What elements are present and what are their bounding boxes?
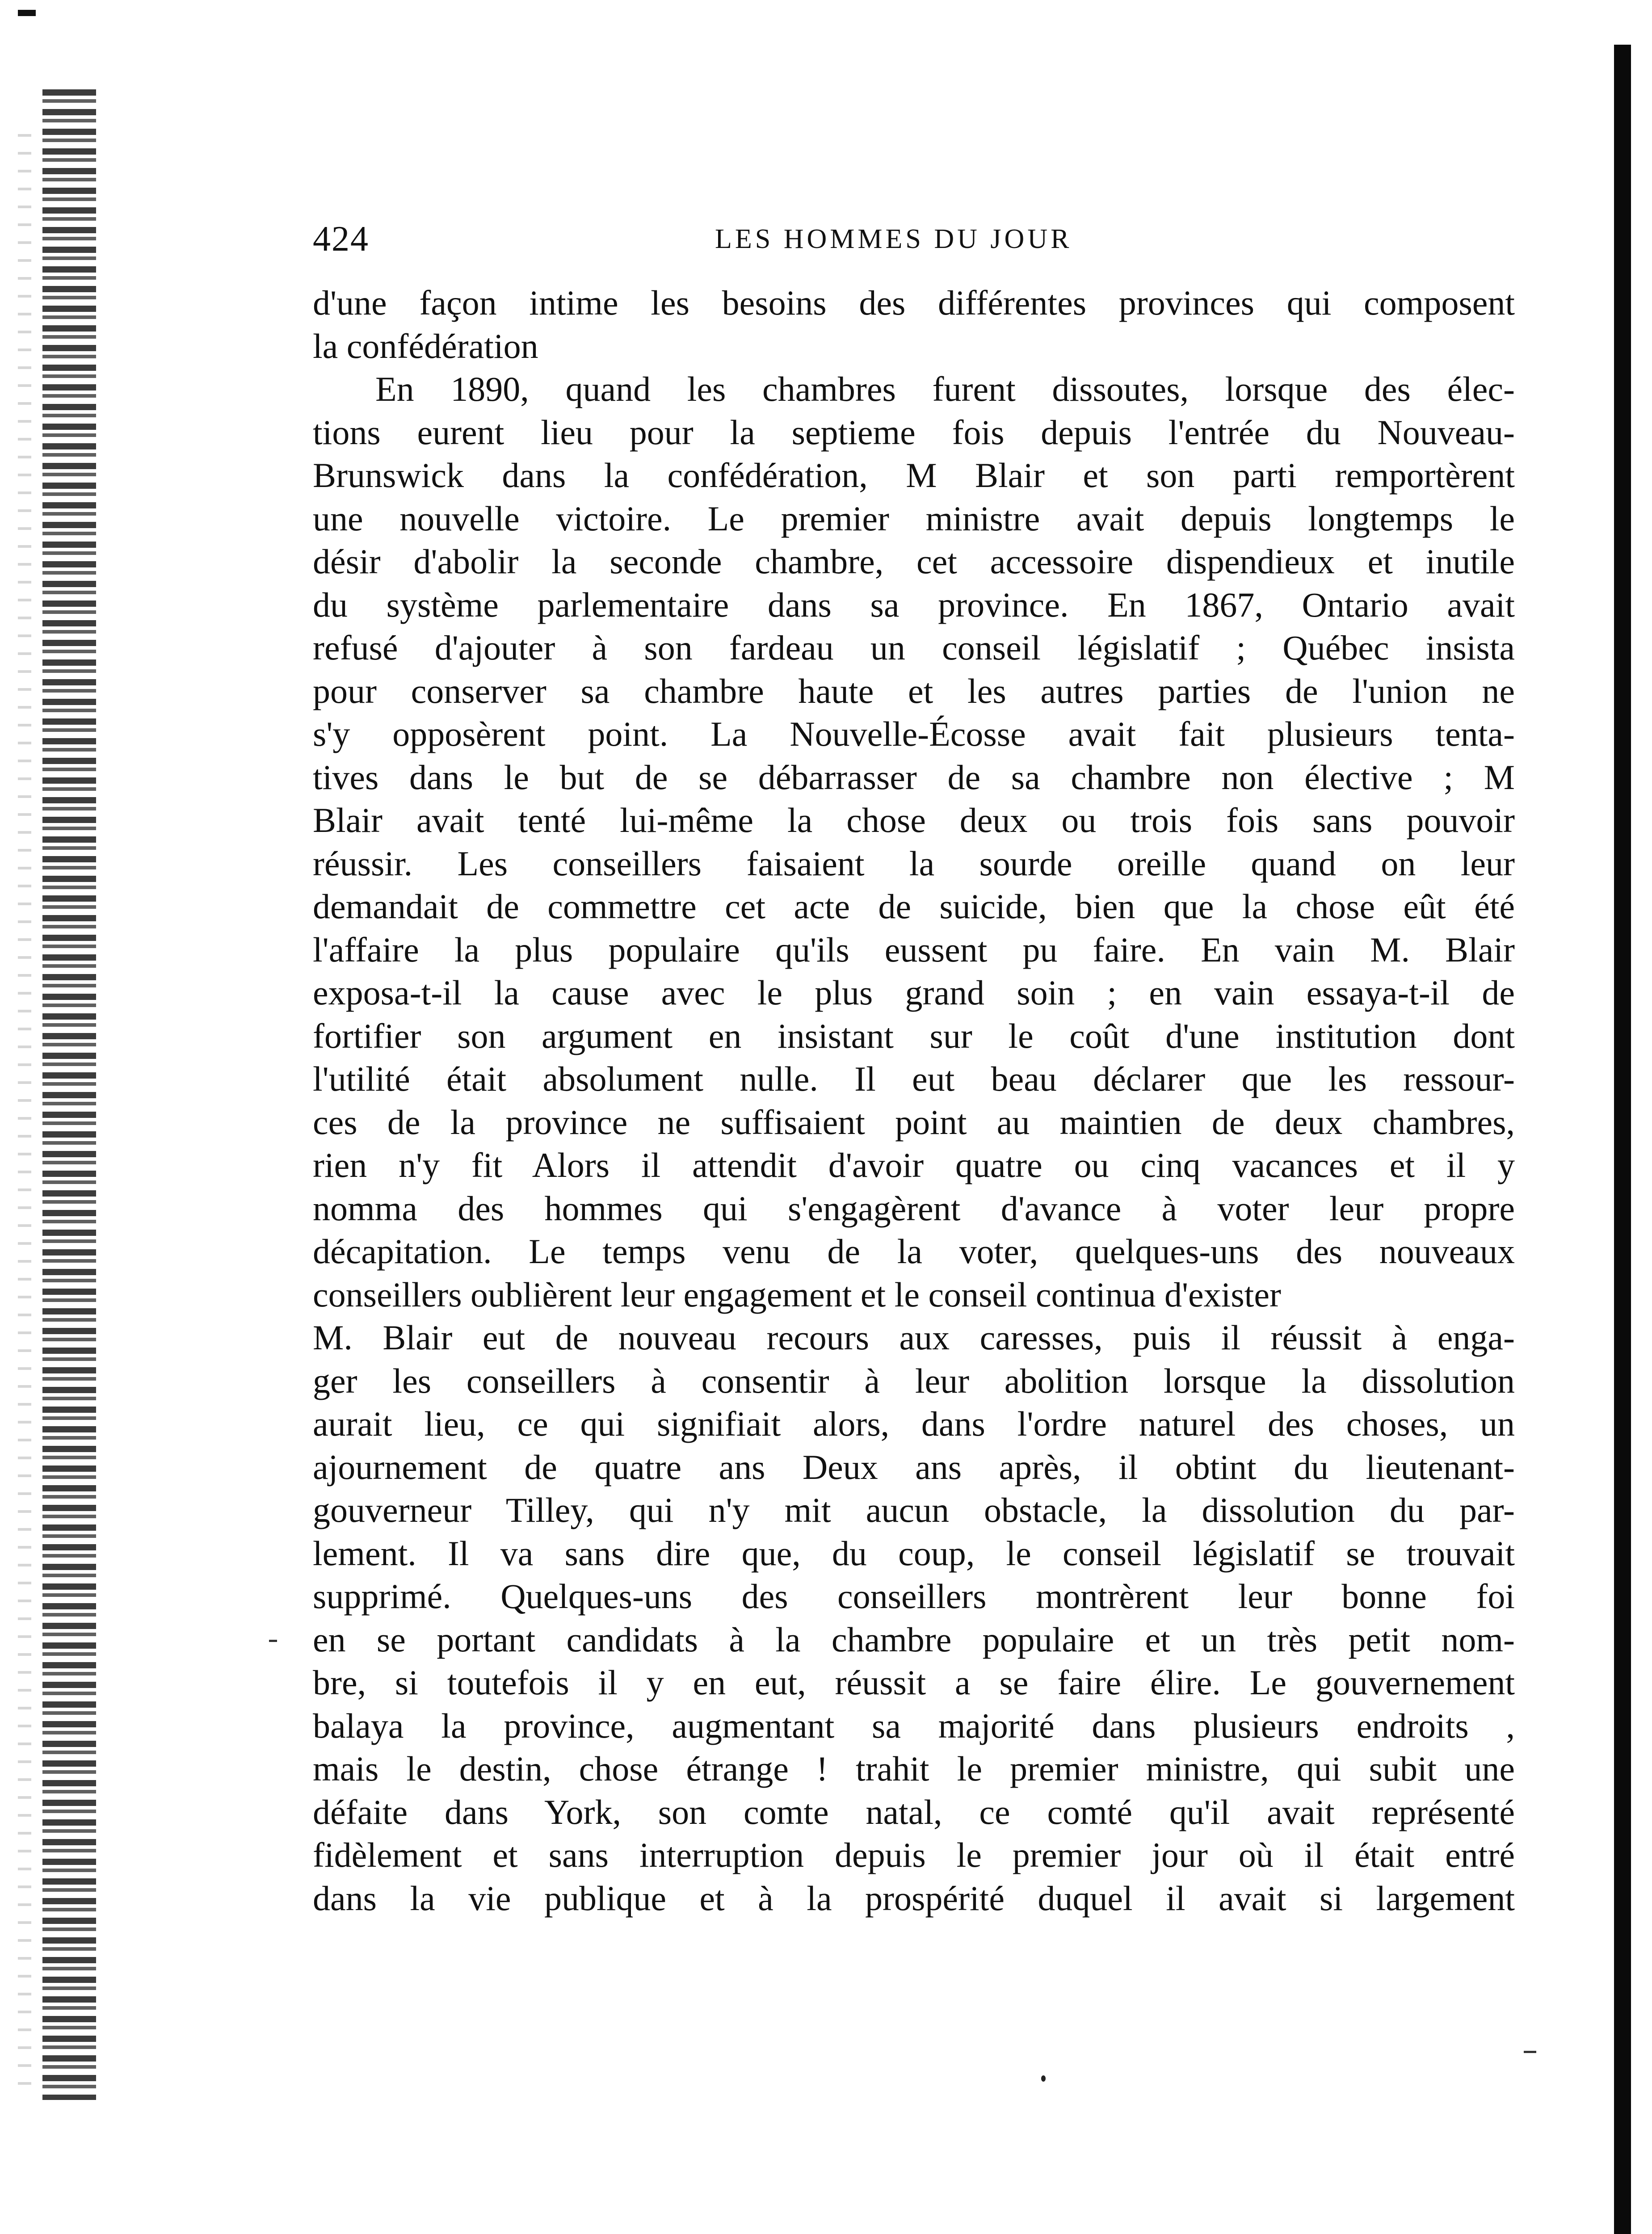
scan-artifact-dot [1041,2075,1046,2082]
text-line: aurait lieu, ce qui signifiait alors, dans l'ordre naturel des choses, un [313,1404,1515,1443]
text-line: conseillers oublièrent leur engagement et le conseil continua d'exister [313,1275,1281,1314]
text-line: une nouvelle victoire. Le premier ministre avait depuis longtemps le [313,499,1515,538]
text-line: rien n'y fit Alors il attendit d'avoir quatre ou cinq vacances et il y [313,1146,1515,1184]
scan-artifact-right-bar [1614,45,1631,2234]
page-number: 424 [313,219,369,259]
scan-artifact-left-thin [18,134,31,2100]
text-line: pour conserver sa chambre haute et les autres parties de l'union ne [313,671,1515,710]
running-head [313,214,1515,268]
text-line: du système parlementaire dans sa province. En 1867, Ontario avait [313,585,1515,624]
text-line: s'y opposèrent point. La Nouvelle-Écosse avait fait plusieurs tenta- [313,714,1515,753]
text-line: fidèlement et sans interruption depuis le premier jour où il était entré [313,1835,1515,1874]
text-line: nomma des hommes qui s'engagèrent d'avance à voter leur propre [313,1188,1515,1228]
text-line: Blair avait tenté lui-même la chose deux ou trois fois sans pouvoir [313,801,1515,840]
text-line: tives dans le but de se débarrasser de sa chambre non élective ; M [313,757,1515,797]
text-line: refusé d'ajouter à son fardeau un conseil législatif ; Québec insista [313,628,1515,667]
text-line: d'une façon intime les besoins des différentes provinces qui composent [313,283,1515,322]
text-line: désir d'abolir la seconde chambre, cet accessoire dispendieux et inutile [313,542,1515,581]
text-line: exposa-t-il la cause avec le plus grand soin ; en vain essaya-t-il de [313,973,1515,1012]
text-line: dans la vie publique et à la prospérité duquel il avait si largement [313,1878,1515,1918]
text-line: fortifier son argument en insistant sur le coût d'une institution dont [313,1016,1515,1055]
scan-artifact-left-binding [42,89,96,2100]
text-line: la confédération [313,326,538,365]
text-line: l'utilité était absolument nulle. Il eut beau déclarer que les ressour- [313,1059,1515,1098]
scan-artifact-top [18,10,36,16]
text-line: lement. Il va sans dire que, du coup, le conseil législatif se trouvait [313,1533,1515,1573]
running-title: LES HOMMES DU JOUR [715,224,1072,254]
text-line: réussir. Les conseillers faisaient la sourde oreille quand on leur [313,844,1515,883]
scan-artifact-margin-tick [269,1640,277,1642]
text-line: mais le destin, chose étrange ! trahit le premier ministre, qui subit une [313,1749,1515,1788]
text-line: ajournement de quatre ans Deux ans après, il obtint du lieutenant- [313,1447,1515,1487]
text-line: ces de la province ne suffisaient point au maintien de deux chambres, [313,1102,1515,1142]
text-line: M. Blair eut de nouveau recours aux caresses, puis il réussit à enga- [313,1318,1515,1357]
text-line: ger les conseillers à consentir à leur abolition lorsque la dissolution [313,1361,1515,1400]
scan-artifact-dash [1524,2051,1536,2053]
text-line: tions eurent lieu pour la septieme fois depuis l'entrée du Nouveau- [313,412,1515,452]
text-line: l'affaire la plus populaire qu'ils eussent pu faire. En vain M. Blair [313,930,1515,969]
text-line: supprimé. Quelques-uns des conseillers montrèrent leur bonne foi [313,1577,1515,1616]
text-line: Brunswick dans la confédération, M Blair et son parti remportèrent [313,456,1515,495]
text-line: balaya la province, augmentant sa majorité dans plusieurs endroits , [313,1706,1515,1745]
text-line: gouverneur Tilley, qui n'y mit aucun obstacle, la dissolution du par- [313,1491,1515,1529]
text-line: demandait de commettre cet acte de suicide, bien que la chose eût été [313,887,1515,926]
text-line: bre, si toutefois il y en eut, réussit a se faire élire. Le gouvernement [313,1663,1515,1702]
text-line: défaite dans York, son comte natal, ce comté qu'il avait représenté [313,1792,1515,1831]
text-line: En 1890, quand les chambres furent dissoutes, lorsque des élec- [375,370,1515,408]
body-text [313,281,1515,1920]
text-line: en se portant candidats à la chambre populaire et un très petit nom- [313,1620,1515,1659]
text-line: décapitation. Le temps venu de la voter, quelques-uns des nouveaux [313,1232,1515,1271]
